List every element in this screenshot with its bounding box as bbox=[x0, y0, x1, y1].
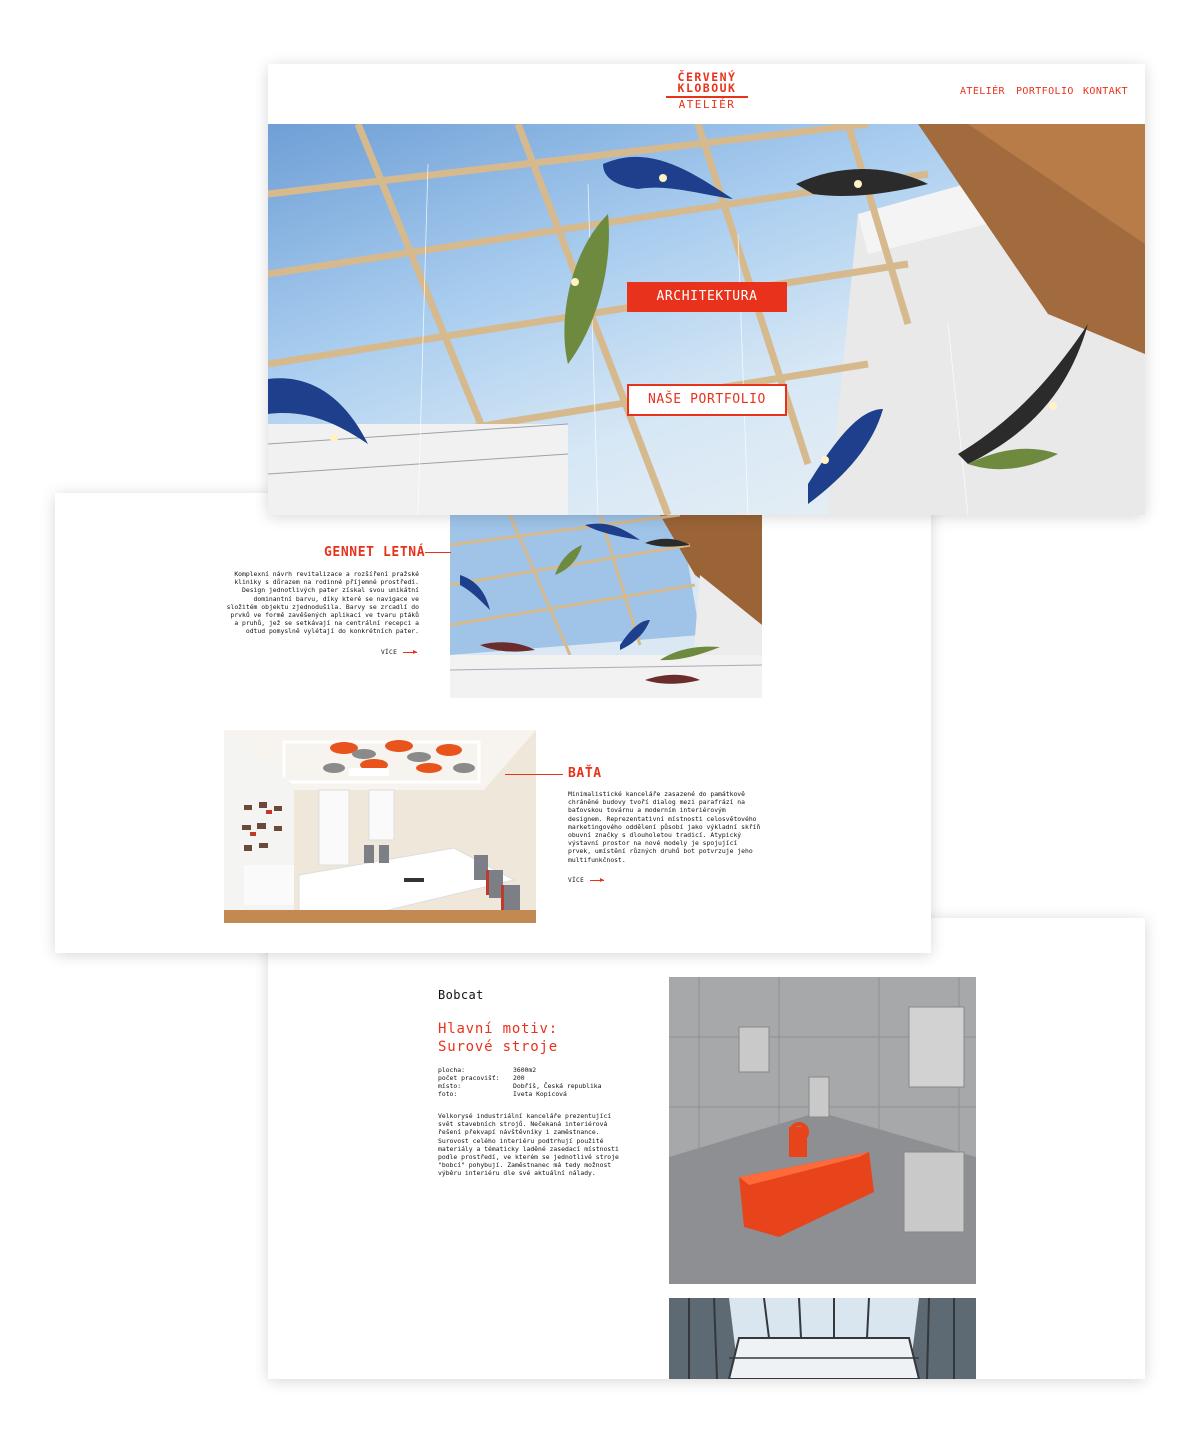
motiv-line-1: Hlavní motiv: bbox=[438, 1021, 558, 1037]
gennet-atrium-image bbox=[450, 515, 762, 698]
arrow-right-icon bbox=[403, 652, 417, 653]
gennet-more-link[interactable] bbox=[381, 649, 417, 656]
portfolio-button[interactable]: NAŠE PORTFOLIO bbox=[627, 384, 787, 416]
project-name: Bobcat bbox=[438, 988, 484, 1002]
motiv-line-2: Surové stroje bbox=[438, 1039, 558, 1055]
nav-link-portfolio[interactable]: PORTFOLIO bbox=[1016, 86, 1074, 97]
homepage-screenshot bbox=[268, 64, 1145, 515]
gennet-description: Komplexní návrh revitalizace a rozšíření pražské kliniky s důrazem na rodinné příjemné prostředí. Design jednotlivých pater získal svou unikátní dominantní barvu, díky které se navigace ve složitém objektu zjednodušila. Barvy se zrcadlí do prvků ve formě zavěšených aplikací ve tvaru ptáků a pruhů, jež se setkávají na centrální recepci a odtud pomyslně vylétají do konkrétních pater. bbox=[226, 570, 419, 636]
architektura-button[interactable]: ARCHITEKTURA bbox=[627, 282, 787, 312]
bobcat-washroom-photo[interactable] bbox=[669, 977, 976, 1284]
logo-line-3: ATELIÉR bbox=[678, 97, 736, 111]
spec-key: foto: bbox=[438, 1090, 458, 1098]
bata-more-link[interactable] bbox=[568, 877, 604, 884]
spec-key: počet pracovišť: bbox=[438, 1074, 500, 1082]
gennet-photo[interactable] bbox=[450, 515, 762, 698]
nav-link-kontakt[interactable]: KONTAKT bbox=[1083, 86, 1128, 97]
washroom-image bbox=[669, 977, 976, 1284]
nav-link-atelier[interactable]: ATELIÉR bbox=[960, 86, 1005, 97]
site-header bbox=[268, 64, 1145, 124]
logo-line-2: KLOBOUK bbox=[677, 81, 737, 95]
bata-photo[interactable] bbox=[224, 730, 536, 923]
spec-key: plocha: bbox=[438, 1066, 465, 1074]
logo[interactable] bbox=[666, 72, 748, 111]
projects-screenshot bbox=[55, 493, 931, 953]
hero-image bbox=[268, 124, 1145, 515]
bata-office-image bbox=[224, 730, 536, 923]
spec-value: 3600m2 bbox=[513, 1066, 537, 1074]
gennet-connector-line bbox=[425, 552, 451, 553]
logo-line-1: ČERVENÝ bbox=[677, 70, 737, 84]
gennet-more-label: VÍCE bbox=[381, 649, 398, 656]
skylight-image bbox=[669, 1298, 976, 1379]
bobcat-skylight-photo[interactable] bbox=[669, 1298, 976, 1379]
spec-value: Iveta Kopicová bbox=[513, 1090, 567, 1098]
project-motiv bbox=[438, 1020, 558, 1056]
project-description: Velkorysé industriální kanceláře prezentující svět stavebních strojů. Nečekaná interiérová řešení překvapí návštěvníky i zaměstnance. Surovost celého interiéru podtrhují použité materiály a tématicky laděné zasedací místnosti podle prostředí, ve kterém se jednotlivé stroje "bobcí" pohybují. Zaměstnanec má tedy možnost výběru interiéru dle své aktuální nálady. bbox=[438, 1112, 619, 1178]
bata-connector-line bbox=[505, 774, 563, 775]
bata-more-label: VÍCE bbox=[568, 877, 585, 884]
atrium-skylight-photo bbox=[268, 124, 1145, 515]
project-detail-screenshot bbox=[268, 918, 1145, 1379]
arrow-right-icon bbox=[590, 880, 604, 881]
spec-key: místo: bbox=[438, 1082, 462, 1090]
spec-value: Dobříš, Česká republika bbox=[513, 1082, 602, 1090]
bata-description: Minimalistické kanceláře zasazené do památkově chráněné budovy tvoří dialog mezi parafrází na baťovskou továrnu a moderním interiérovým designem. Reprezentativní místnosti celosvětového marketingového oddělení působí jako výkladní skříň obuvní značky s dlouholetou tradicí. Atypický výstavní prostor na nové modely je spojující prvek, umístění různých druhů bot potvrzuje jeho multifunkčnost. bbox=[568, 790, 761, 864]
spec-value: 200 bbox=[513, 1074, 525, 1082]
bata-title: BAŤA bbox=[568, 766, 602, 781]
gennet-title: GENNET LETNÁ bbox=[324, 545, 426, 560]
